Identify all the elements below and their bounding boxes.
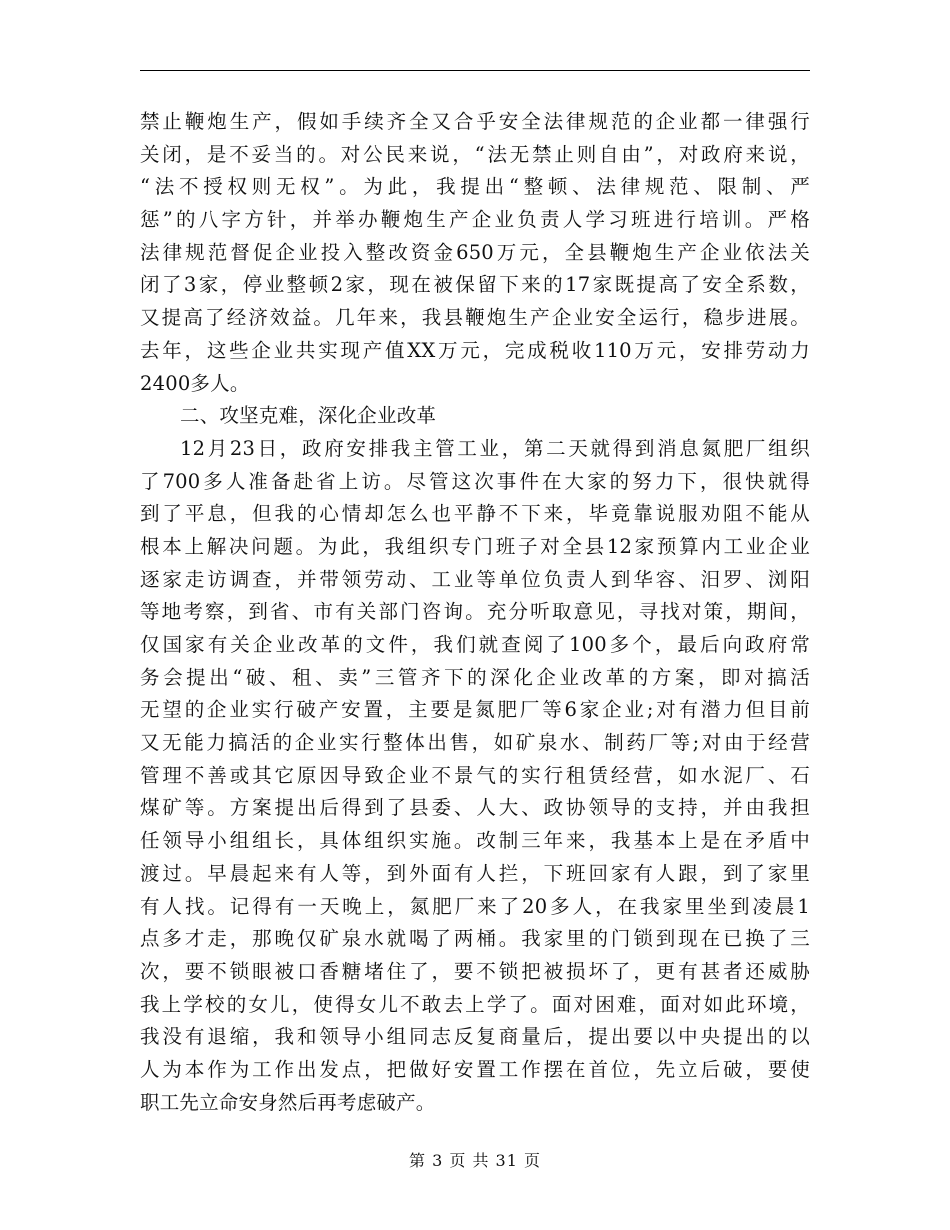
text-line: 管理不善或其它原因导致企业不景气的实行租赁经营，如水泥厂、石 [140, 763, 810, 787]
text-line: 等地考察，到省、市有关部门咨询。充分听取意见，寻找对策，期间， [140, 600, 810, 624]
text-line: “法不授权则无权”。为此，我提出“整顿、法律规范、限制、严 [140, 175, 810, 199]
text-line: 任领导小组组长，具体组织实施。改制三年来，我基本上是在矛盾中 [140, 829, 810, 853]
section-heading: 二、攻坚克难，深化企业改革 [180, 404, 437, 428]
text-line: 我没有退缩，我和领导小组同志反复商量后，提出要以中央提出的以 [140, 1025, 810, 1049]
page-number: 第 3 页 共 31 页 [409, 1151, 541, 1170]
text-line: 法律规范督促企业投入整改资金650万元，全县鞭炮生产企业依法关 [140, 240, 810, 264]
text-line: 了700多人准备赴省上访。尽管这次事件在大家的努力下，很快就得 [140, 469, 810, 493]
document-body [140, 106, 810, 1119]
text-line: 次，要不锁眼被口香糖堵住了，要不锁把被损坏了，更有甚者还威胁 [140, 959, 810, 983]
text-line: 2400多人。 [140, 371, 250, 395]
text-line: 惩”的八字方针，并举办鞭炮生产企业负责人学习班进行培训。严格 [140, 208, 810, 232]
text-line: 闭了3家，停业整顿2家，现在被保留下来的17家既提高了安全系数， [140, 273, 810, 297]
text-line: 禁止鞭炮生产，假如手续齐全又合乎安全法律规范的企业都一律强行 [140, 110, 810, 133]
text-line: 根本上解决问题。为此，我组织专门班子对全县12家预算内工业企业 [140, 534, 810, 558]
text-line: 12月23日，政府安排我主管工业，第二天就得到消息氮肥厂组织 [180, 436, 810, 460]
text-line: 务会提出“破、租、卖”三管齐下的深化企业改革的方案，即对搞活 [140, 665, 810, 689]
text-line: 又提高了经济效益。几年来，我县鞭炮生产企业安全运行，稳步进展。 [140, 306, 810, 330]
text-line: 又无能力搞活的企业实行整体出售，如矿泉水、制药厂等;对由于经营 [140, 731, 810, 755]
text-line: 逐家走访调查，并带领劳动、工业等单位负责人到华容、汨罗、浏阳 [140, 567, 810, 591]
text-line: 煤矿等。方案提出后得到了县委、人大、政协领导的支持，并由我担 [140, 796, 810, 820]
text-line: 仅国家有关企业改革的文件，我们就查阅了100多个，最后向政府常 [140, 633, 810, 656]
text-line: 职工先立命安身然后再考虑破产。 [140, 1090, 436, 1114]
text-line: 渡过。早晨起来有人等，到外面有人拦，下班回家有人跟，到了家里 [140, 861, 810, 885]
text-line: 到了平息，但我的心情却怎么也平静不下来，毕竟靠说服劝阻不能从 [140, 502, 810, 526]
text-line: 人为本作为工作出发点，把做好安置工作摆在首位，先立后破，要使 [140, 1057, 810, 1081]
text-line: 无望的企业实行破产安置，主要是氮肥厂等6家企业;对有潜力但目前 [140, 698, 810, 722]
text-line: 点多才走，那晚仅矿泉水就喝了两桶。我家里的门锁到现在已换了三 [140, 927, 810, 951]
text-line: 关闭，是不妥当的。对公民来说，“法无禁止则自由”，对政府来说， [140, 142, 810, 166]
header-rule [140, 70, 810, 71]
text-line: 我上学校的女儿，使得女儿不敢去上学了。面对困难，面对如此环境， [140, 992, 810, 1016]
text-line: 去年，这些企业共实现产值XX万元，完成税收110万元，安排劳动力 [140, 338, 810, 362]
text-line: 有人找。记得有一天晚上，氮肥厂来了20多人，在我家里坐到凌晨1 [140, 894, 810, 918]
